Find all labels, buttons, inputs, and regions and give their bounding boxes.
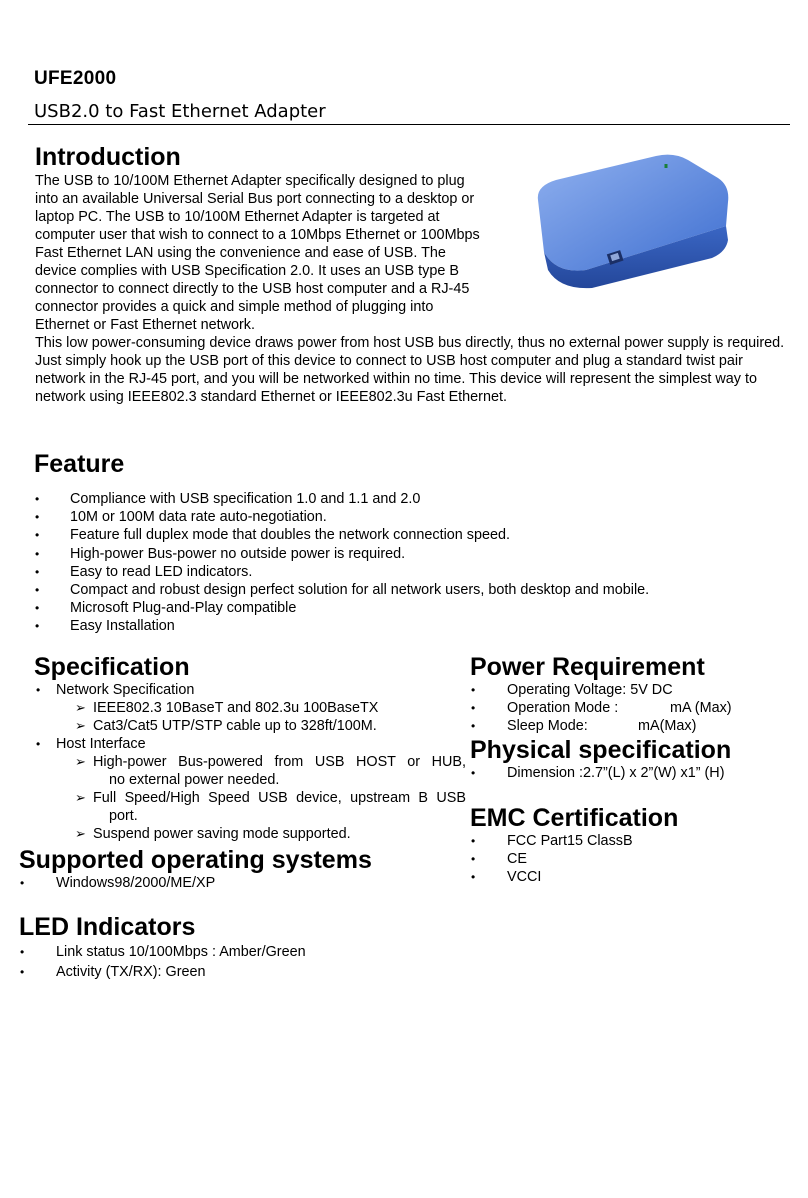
list-item: • Operating Voltage: 5V DC <box>471 682 673 698</box>
introduction-text <box>35 172 515 334</box>
specification-heading: Specification <box>34 653 190 681</box>
list-item: • Link status 10/100Mbps : Amber/Green <box>20 944 306 960</box>
physical-spec-heading: Physical specification <box>470 736 732 764</box>
list-item: • Easy to read LED indicators. <box>35 563 253 580</box>
list-item: • Dimension :2.7”(L) x 2”(W) x1” (H) <box>471 765 725 781</box>
intro-line: connector provides a quick and simple method of plugging into <box>35 299 434 315</box>
intro-line: laptop PC. The USB to 10/100M Ethernet Adapter is targeted at <box>35 209 440 225</box>
list-item: • VCCI <box>471 869 542 885</box>
list-item: • High-power Bus-power no outside power is required. <box>35 545 406 562</box>
list-item: • CE <box>471 851 527 867</box>
supported-os-heading: Supported operating systems <box>19 846 372 874</box>
list-item: • Feature full duplex mode that doubles the network connection speed. <box>35 527 510 544</box>
list-item: ➢ IEEE802.3 10BaseT and 802.3u 100BaseTX <box>75 700 379 716</box>
feature-list <box>35 490 650 636</box>
list-item: • FCC Part15 ClassB <box>471 833 633 849</box>
list-item: ➢ Cat3/Cat5 UTP/STP cable up to 328ft/100M. <box>75 718 377 734</box>
list-item: • Easy Installation <box>35 618 175 635</box>
list-item: • Compact and robust design perfect solution for all network users, both desktop and mobile. <box>35 582 650 599</box>
feature-heading: Feature <box>34 450 125 478</box>
intro-line: computer user that wish to connect to a 10Mbps Ethernet or 100Mbps <box>35 227 480 243</box>
intro-line: connector to connect directly to the USB host computer and a RJ-45 <box>35 281 470 297</box>
introduction-heading: Introduction <box>35 143 181 171</box>
list-item: ➢ High-power Bus-powered from USB HOST or HUB, no external power needed. <box>75 754 466 788</box>
network-spec-label: • Network Specification <box>36 682 195 698</box>
header-rule <box>28 124 790 125</box>
intro-line: device complies with USB Specification 2.0. It uses an USB type B <box>35 263 459 279</box>
list-item: • Microsoft Plug-and-Play compatible <box>35 600 297 617</box>
led-list <box>20 942 306 982</box>
list-item: • Windows98/2000/ME/XP <box>20 875 216 891</box>
list-item: ➢ Full Speed/High Speed USB device, upstream B USB port. <box>75 790 466 824</box>
product-subtitle: USB2.0 to Fast Ethernet Adapter <box>34 101 326 122</box>
specification-body <box>36 681 466 843</box>
product-image <box>516 148 738 290</box>
product-model: UFE2000 <box>34 68 117 89</box>
host-interface-label: • Host Interface <box>36 736 146 752</box>
emc-certification-heading: EMC Certification <box>470 804 679 832</box>
intro-line: into an available Universal Serial Bus port connecting to a desktop or <box>35 191 475 207</box>
led-indicators-heading: LED Indicators <box>19 913 196 941</box>
power-list <box>471 681 787 735</box>
list-item: • Compliance with USB specification 1.0 and 1.1 and 2.0 <box>35 491 421 507</box>
introduction-paragraph-2: This low power-consuming device draws power from host USB bus directly, thus no external power supply is required. Just simply hook up the USB port of this device to connect to USB host computer and plug a standard twist pair network in the RJ-45 port, and you will be networked within no time. This device will represent the simplest way to network using IEEE802.3 standard Ethernet or IEEE802.3u Fast Ethernet. <box>35 335 785 405</box>
power-requirement-heading: Power Requirement <box>470 653 705 681</box>
list-item: ➢ Suspend power saving mode supported. <box>75 826 351 842</box>
list-item: • Operation Mode : mA (Max) <box>471 700 732 716</box>
intro-line: Ethernet or Fast Ethernet network. <box>35 317 255 333</box>
intro-line: Fast Ethernet LAN using the convenience and ease of USB. The <box>35 245 446 261</box>
list-item: • 10M or 100M data rate auto-negotiation. <box>35 509 327 526</box>
list-item: • Sleep Mode: mA(Max) <box>471 718 697 734</box>
emc-list <box>471 832 633 886</box>
intro-line: The USB to 10/100M Ethernet Adapter specifically designed to plug <box>35 173 465 189</box>
list-item: • Activity (TX/RX): Green <box>20 964 206 980</box>
